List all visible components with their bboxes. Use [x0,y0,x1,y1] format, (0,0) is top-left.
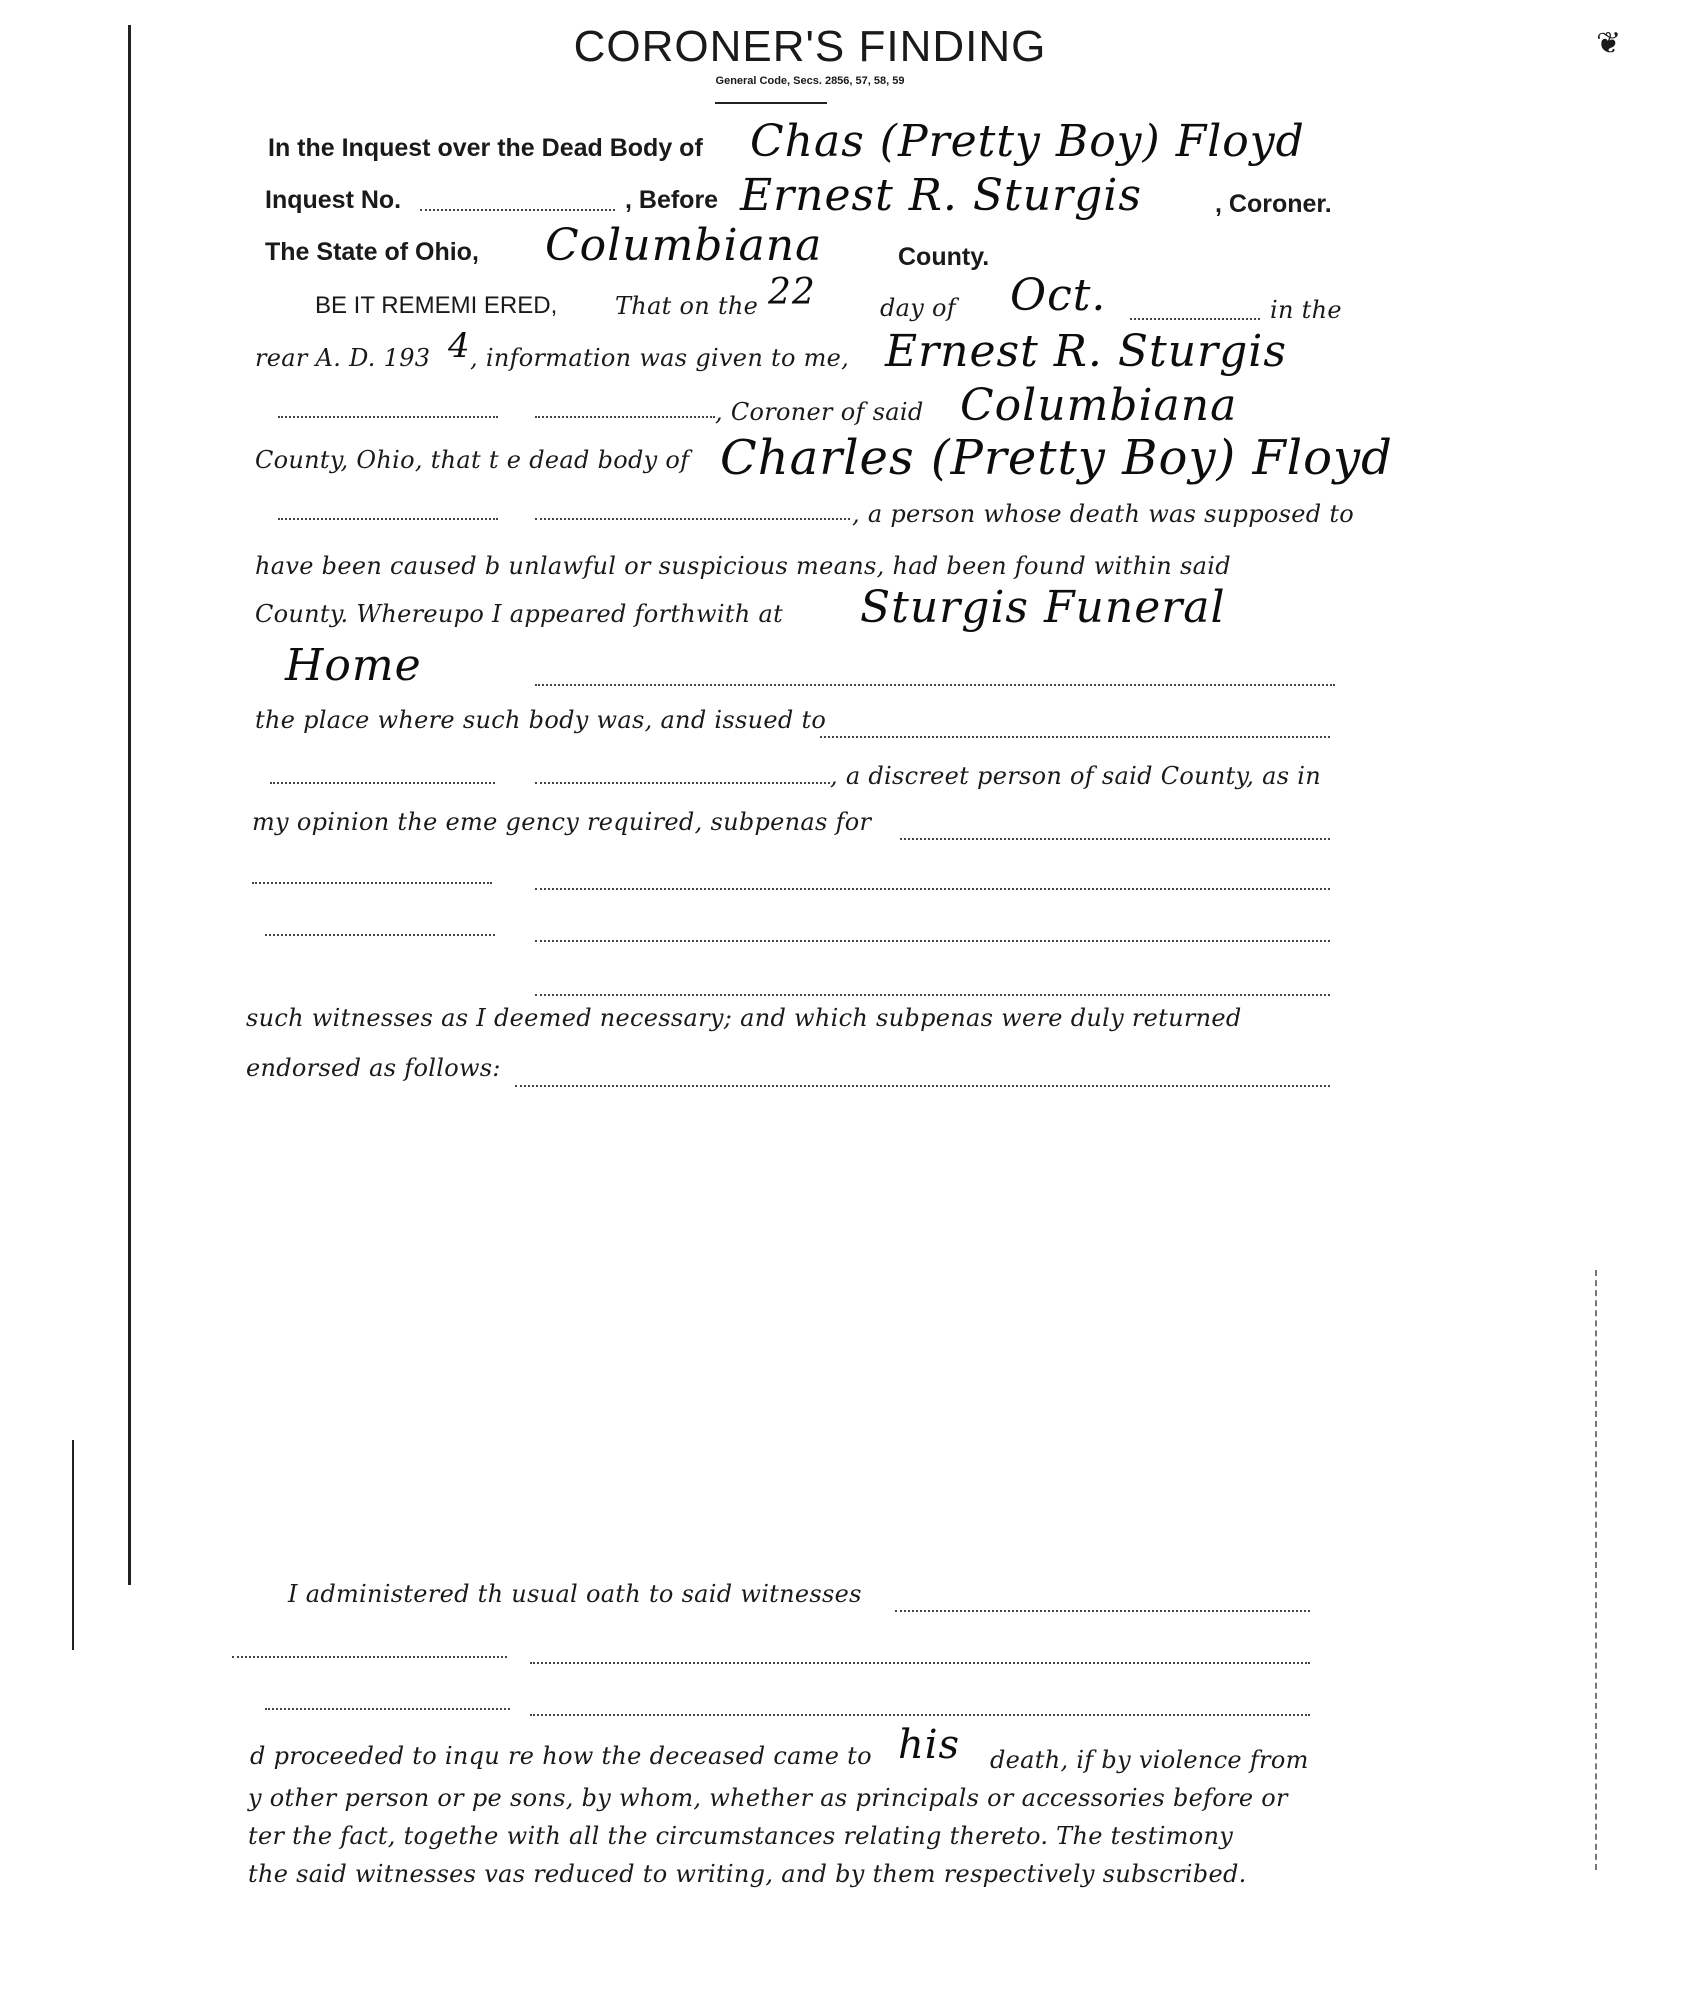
place-field[interactable]: Sturgis Funeral [860,582,1226,633]
be-it-remembered-label: BE IT REMEMI ERED, [315,292,558,319]
coroner-name-field[interactable]: Ernest R. Sturgis [740,170,1142,221]
day-of-label: day of [880,294,956,322]
appeared-forthwith-label: County. Whereupo I appeared forthwith at [255,600,784,628]
blank-line-oath-2b [530,1662,1310,1664]
blank-line-13b [535,782,830,784]
month-field[interactable]: Oct. [1010,270,1107,321]
inquest-no-label: Inquest No. [265,186,402,214]
left-margin-line [128,25,131,1585]
blank-line-6a [278,416,498,418]
general-code-reference: General Code, Secs. 2856, 57, 58, 59 [715,75,905,87]
place-where-body-label: the place where such body was, and issued to [255,706,827,734]
issued-to-field[interactable] [820,736,1330,738]
subpenas-for-field[interactable] [900,838,1330,840]
right-margin-dashes [1595,1270,1597,1870]
blank-line-8a [278,518,498,520]
endorsed-label: endorsed as follows: [246,1054,501,1082]
corner-ink-mark: ❦ [1596,26,1622,61]
inquest-no-field[interactable] [420,209,615,211]
proceeded-to-inquire-label: d proceeded to inqu re how the deceased came to [250,1742,872,1770]
in-the-label: in the [1270,296,1342,324]
month-field-line [1130,318,1260,320]
blank-line-16a [265,934,495,936]
blank-line-13a [270,782,495,784]
year-field[interactable]: 4 [448,326,471,366]
other-person-text: y other person or pe sons, by whom, whether as principals or accessories before or [248,1784,1288,1812]
year-label: rear A. D. 193 [255,344,431,372]
informant-field[interactable]: Ernest R. Sturgis [885,326,1287,377]
left-margin-line-lower [72,1440,74,1650]
oath-label: I administered th usual oath to said witnesses [288,1580,862,1608]
state-label: The State of Ohio, [265,238,479,266]
blank-line-oath-3a [265,1708,510,1710]
testimony-text: the said witnesses vas reduced to writing, and by them respectively subscribed. [248,1860,1247,1888]
blank-line-8b [535,518,850,520]
before-label: , Before [625,186,719,214]
such-witnesses-text: such witnesses as I deemed necessary; and which subpenas were duly returned [246,1004,1242,1032]
blank-line-oath-3b [530,1714,1310,1716]
caused-by-text: have been caused b unlawful or suspicious means, had been found within said [255,552,1231,580]
blank-line-6b [535,416,715,418]
county-field[interactable]: Columbiana [545,220,823,271]
that-on-the-label: That on the [615,292,759,320]
blank-line-17 [535,994,1330,996]
death-by-violence-label: death, if by violence from [990,1746,1309,1774]
blank-line-15a [252,882,492,884]
place-field-cont[interactable]: Home [285,640,422,691]
discreet-person-label: , a discreet person of said County, as in [830,762,1321,790]
county-label: County. [898,243,990,271]
blank-line-oath-2a [232,1656,507,1658]
after-the-fact-text: ter the fact, togethe with all the circumstances relating thereto. The testimony [248,1822,1234,1850]
person-whose-death-label: , a person whose death was supposed to [852,500,1355,528]
form-title: CORONER'S FINDING [573,22,1047,71]
county-field-2[interactable]: Columbiana [960,380,1238,431]
coroner-of-said-label: , Coroner of said [715,398,924,426]
oath-field[interactable] [895,1610,1310,1612]
deceased-full-name-field[interactable]: Charles (Pretty Boy) Floyd [720,430,1393,486]
title-underline [715,102,827,104]
his-field[interactable]: his [898,1722,961,1768]
information-given-label: , information was given to me, [470,344,850,372]
deceased-name-field[interactable]: Chas (Pretty Boy) Floyd [750,116,1305,167]
day-field[interactable]: 22 [768,272,816,313]
blank-line-11 [535,684,1335,686]
coroner-label: , Coroner. [1215,190,1332,218]
body-of-label: In the Inquest over the Dead Body of [268,134,703,162]
dead-body-of-label: County, Ohio, that t e dead body of [255,446,690,474]
blank-line-16b [535,940,1330,942]
blank-line-15b [535,888,1330,890]
endorsed-field[interactable] [515,1085,1330,1087]
subpenas-for-label: my opinion the eme gency required, subpenas for [252,808,872,836]
